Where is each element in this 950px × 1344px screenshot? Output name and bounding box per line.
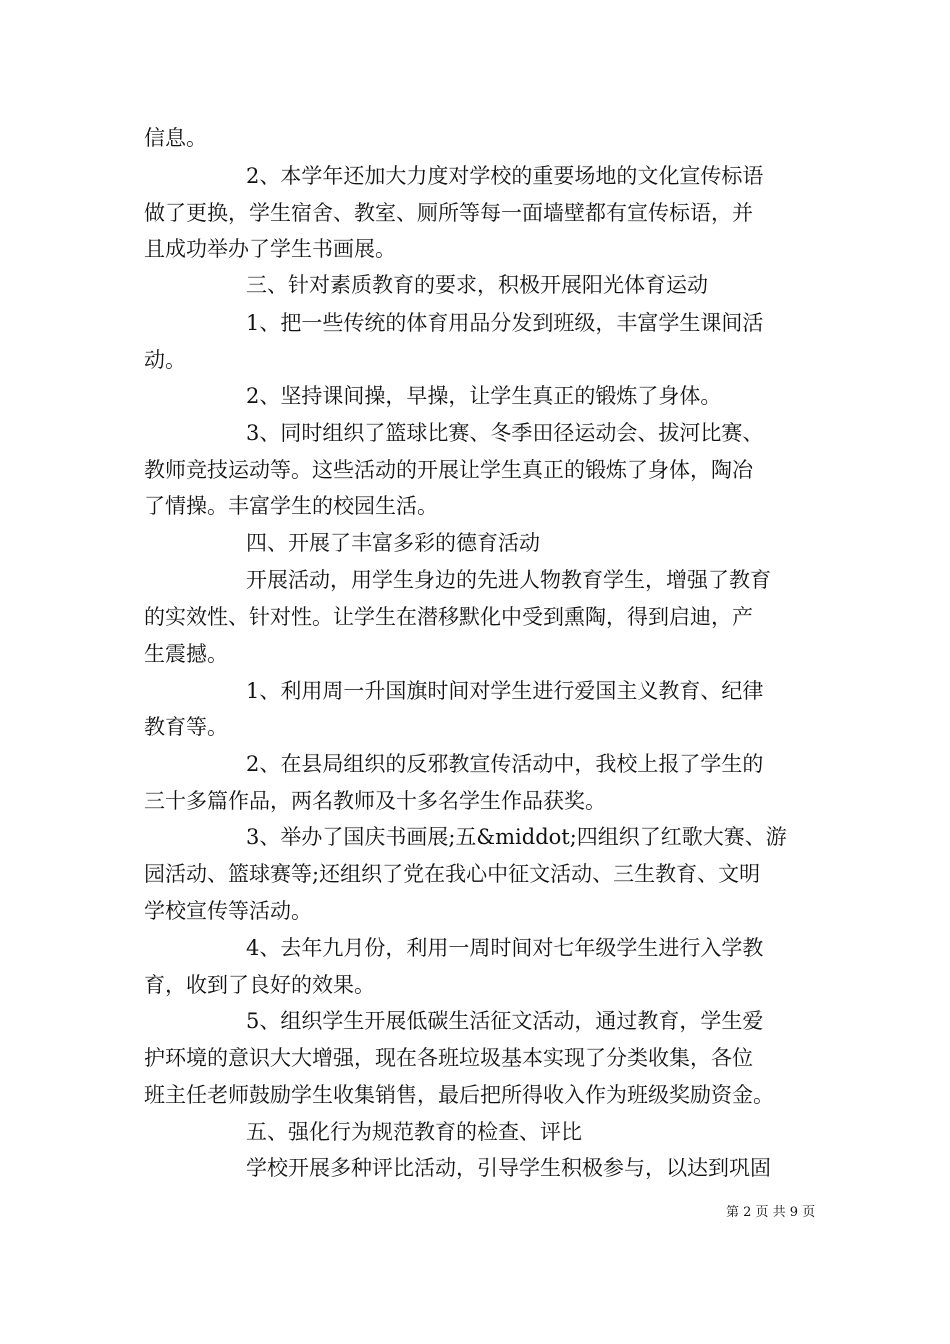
text-line: 教育等。 xyxy=(144,715,228,739)
section-heading: 四、开展了丰富多彩的德育活动 xyxy=(246,531,540,555)
text-line: 做了更换，学生宿舍、教室、厕所等每一面墙壁都有宣传标语，并 xyxy=(144,201,753,225)
text-line: 的实效性、针对性。让学生在潜移默化中受到熏陶，得到启迪，产 xyxy=(144,605,753,629)
text-line: 2、本学年还加大力度对学校的重要场地的文化宣传标语 xyxy=(246,164,764,188)
text-line: 开展活动，用学生身边的先进人物教育学生，增强了教育 xyxy=(246,568,771,592)
text-line: 护环境的意识大大增强，现在各班垃圾基本实现了分类收集，各位 xyxy=(144,1046,753,1070)
text-line: 动。 xyxy=(144,348,186,372)
text-line: 5、组织学生开展低碳生活征文活动，通过教育，学生爱 xyxy=(246,1009,764,1033)
text-line: 4、去年九月份，利用一周时间对七年级学生进行入学教 xyxy=(246,936,764,960)
section-heading: 五、强化行为规范教育的检查、评比 xyxy=(246,1120,582,1144)
text-line: 且成功举办了学生书画展。 xyxy=(144,237,396,261)
text-line: 信息。 xyxy=(144,126,207,150)
text-line: 2、在县局组织的反邪教宣传活动中，我校上报了学生的 xyxy=(246,752,764,776)
text-line: 2、坚持课间操，早操，让学生真正的锻炼了身体。 xyxy=(246,384,722,408)
text-line: 班主任老师鼓励学生收集销售，最后把所得收入作为班级奖励资金。 xyxy=(144,1083,774,1107)
text-line: 3、同时组织了篮球比赛、冬季田径运动会、拔河比赛、 xyxy=(246,421,764,445)
text-line: 了情操。丰富学生的校园生活。 xyxy=(144,494,438,518)
text-line: 教师竞技运动等。这些活动的开展让学生真正的锻炼了身体，陶冶 xyxy=(144,458,753,482)
text-line: 3、举办了国庆书画展;五&middot;四组织了红歌大赛、游 xyxy=(246,825,787,849)
text-line: 学校开展多种评比活动，引导学生积极参与，以达到巩固 xyxy=(246,1156,771,1180)
text-line: 园活动、篮球赛等;还组织了党在我心中征文活动、三生教育、文明 xyxy=(144,862,761,886)
text-line: 育，收到了良好的效果。 xyxy=(144,973,375,997)
text-line: 三十多篇作品，两名教师及十多名学生作品获奖。 xyxy=(144,789,606,813)
text-line: 1、利用周一升国旗时间对学生进行爱国主义教育、纪律 xyxy=(246,679,764,703)
text-line: 学校宣传等活动。 xyxy=(144,899,312,923)
page-number: 第 2 页 共 9 页 xyxy=(726,1205,816,1220)
section-heading: 三、针对素质教育的要求，积极开展阳光体育运动 xyxy=(246,273,708,297)
text-line: 1、把一些传统的体育用品分发到班级，丰富学生课间活 xyxy=(246,311,764,335)
text-line: 生震撼。 xyxy=(144,642,228,666)
